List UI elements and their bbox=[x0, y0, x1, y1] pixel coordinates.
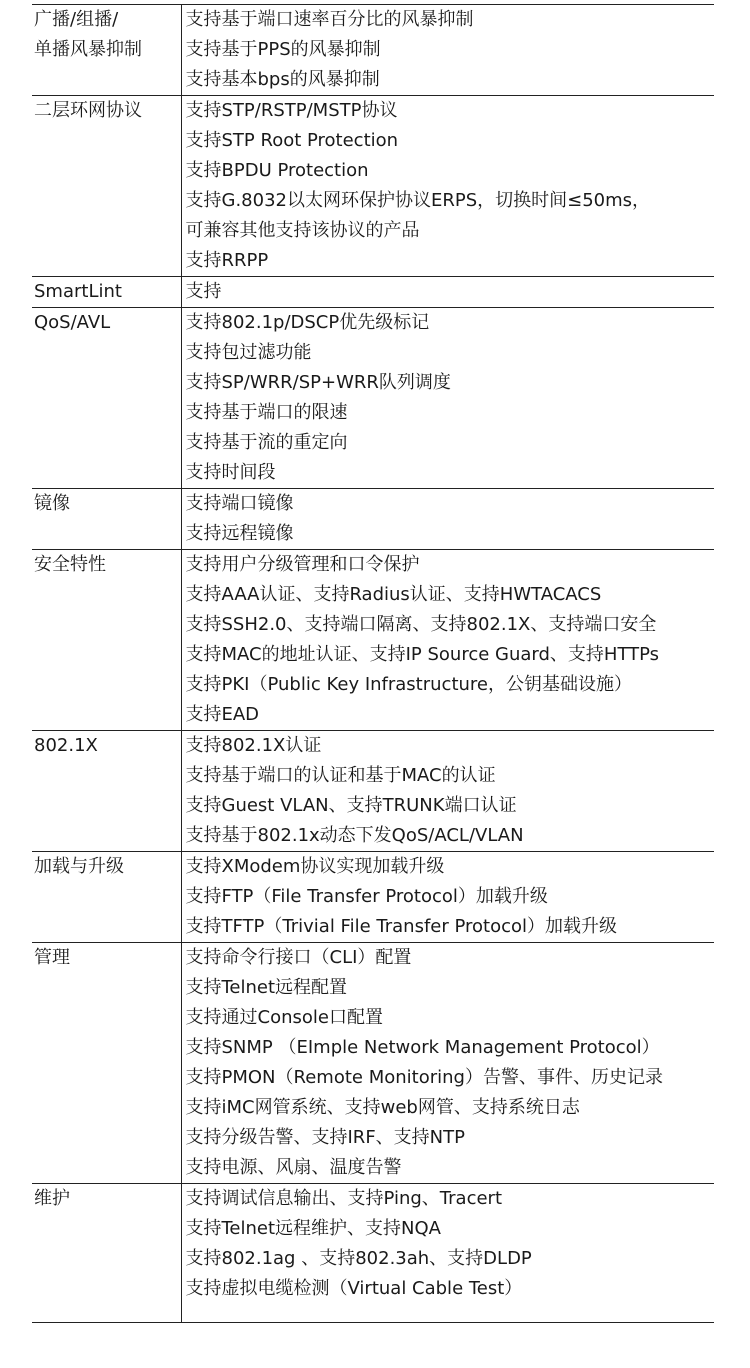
feature-detail-line: 支持STP Root Protection bbox=[185, 130, 399, 151]
feature-details-cell bbox=[181, 943, 714, 1184]
feature-detail-line: 支持电源、风扇、温度告警 bbox=[185, 1157, 402, 1178]
feature-detail-line: 支持iMC网管系统、支持web网管、支持系统日志 bbox=[185, 1097, 580, 1118]
feature-category-cell bbox=[32, 731, 181, 852]
feature-category-label: SmartLint bbox=[34, 281, 122, 302]
feature-details-cell bbox=[181, 731, 714, 852]
feature-details-cell bbox=[181, 308, 714, 489]
feature-detail-line: 可兼容其他支持该协议的产品 bbox=[185, 220, 420, 241]
feature-detail-line: 支持AAA认证、支持Radius认证、支持HWTACACS bbox=[185, 584, 602, 605]
feature-category-label: 管理 bbox=[34, 947, 70, 968]
feature-detail-line: 支持分级告警、支持IRF、支持NTP bbox=[185, 1127, 465, 1148]
spec-row bbox=[32, 943, 714, 1184]
feature-detail-line: 支持包过滤功能 bbox=[185, 342, 312, 363]
feature-detail-line: 支持MAC的地址认证、支持IP Source Guard、支持HTTPs bbox=[185, 644, 660, 665]
feature-details-cell bbox=[181, 277, 714, 308]
spec-row bbox=[32, 308, 714, 489]
feature-detail-line: 支持基于PPS的风暴抑制 bbox=[185, 39, 381, 60]
feature-detail-line: 支持SNMP （EImple Network Management Protocol） bbox=[185, 1037, 660, 1058]
feature-detail-line: 支持虚拟电缆检测（Virtual Cable Test） bbox=[185, 1278, 523, 1299]
feature-detail-line: 支持EAD bbox=[185, 704, 260, 725]
spec-row bbox=[32, 550, 714, 731]
feature-detail-line: 支持 bbox=[185, 281, 222, 302]
feature-detail-line: 支持PKI（Public Key Infrastructure，公钥基础设施） bbox=[185, 674, 632, 695]
feature-detail-line: 支持RRPP bbox=[185, 250, 269, 271]
feature-details-cell bbox=[181, 852, 714, 943]
feature-category-label: QoS/AVL bbox=[34, 312, 111, 333]
feature-category-label: 802.1X bbox=[34, 735, 98, 756]
feature-detail-line: 支持基本bps的风暴抑制 bbox=[185, 69, 380, 90]
feature-category-cell bbox=[32, 852, 181, 943]
feature-category-cell bbox=[32, 308, 181, 489]
feature-detail-line: 支持Guest VLAN、支持TRUNK端口认证 bbox=[185, 795, 517, 816]
feature-detail-line: 支持基于端口的限速 bbox=[185, 402, 348, 423]
feature-category-cell bbox=[32, 943, 181, 1184]
feature-detail-line: 支持远程镜像 bbox=[185, 523, 294, 544]
feature-detail-line: 支持基于端口的认证和基于MAC的认证 bbox=[185, 765, 496, 786]
feature-category-cell bbox=[32, 550, 181, 731]
feature-detail-line: 支持调试信息输出、支持Ping、Tracert bbox=[185, 1188, 503, 1209]
feature-detail-line: 支持PMON（Remote Monitoring）告警、事件、历史记录 bbox=[185, 1067, 663, 1088]
feature-detail-line: 支持SP/WRR/SP+WRR队列调度 bbox=[185, 372, 451, 393]
feature-details-cell bbox=[181, 550, 714, 731]
feature-detail-line: 支持XModem协议实现加载升级 bbox=[185, 856, 445, 877]
feature-detail-line: 支持基于流的重定向 bbox=[185, 432, 348, 453]
feature-details-cell bbox=[181, 489, 714, 550]
feature-detail-line: 支持802.1X认证 bbox=[185, 735, 322, 756]
feature-detail-line: 支持Telnet远程配置 bbox=[185, 977, 348, 998]
spec-row bbox=[32, 5, 714, 96]
feature-detail-line: 支持802.1ag 、支持802.3ah、支持DLDP bbox=[185, 1248, 532, 1269]
feature-category-label: 单播风暴抑制 bbox=[34, 39, 142, 60]
feature-detail-line: 支持G.8032以太网环保护协议ERPS，切换时间≤50ms， bbox=[185, 190, 651, 211]
feature-category-cell bbox=[32, 5, 181, 96]
feature-category-cell bbox=[32, 489, 181, 550]
feature-category-label: 安全特性 bbox=[34, 554, 106, 575]
spec-row bbox=[32, 852, 714, 943]
feature-detail-line: 支持端口镜像 bbox=[185, 493, 294, 514]
spec-row bbox=[32, 277, 714, 308]
spec-row bbox=[32, 731, 714, 852]
feature-category-cell bbox=[32, 96, 181, 277]
feature-category-label: 镜像 bbox=[34, 493, 70, 514]
feature-details-cell bbox=[181, 96, 714, 277]
feature-category-label: 广播/组播/ bbox=[34, 9, 119, 30]
feature-details-cell bbox=[181, 5, 714, 96]
spec-row bbox=[32, 96, 714, 277]
feature-detail-line: 支持命令行接口（CLI）配置 bbox=[185, 947, 412, 968]
spec-row bbox=[32, 1184, 714, 1323]
feature-detail-line: 支持通过Console口配置 bbox=[185, 1007, 383, 1028]
spec-table bbox=[32, 4, 714, 1323]
feature-details-cell bbox=[181, 1184, 714, 1323]
feature-category-label: 维护 bbox=[34, 1188, 70, 1209]
feature-detail-line: 支持FTP（File Transfer Protocol）加载升级 bbox=[185, 886, 548, 907]
spec-row bbox=[32, 489, 714, 550]
feature-category-label: 加载与升级 bbox=[34, 856, 124, 877]
feature-category-cell bbox=[32, 277, 181, 308]
feature-detail-line: 支持SSH2.0、支持端口隔离、支持802.1X、支持端口安全 bbox=[185, 614, 657, 635]
feature-detail-line: 支持基于端口速率百分比的风暴抑制 bbox=[185, 9, 474, 30]
feature-category-cell bbox=[32, 1184, 181, 1323]
feature-detail-line: 支持用户分级管理和口令保护 bbox=[185, 554, 420, 575]
feature-detail-line: 支持TFTP（Trivial File Transfer Protocol）加载升级 bbox=[185, 916, 618, 937]
feature-detail-line: 支持时间段 bbox=[185, 462, 276, 483]
feature-detail-line: 支持BPDU Protection bbox=[185, 160, 369, 181]
feature-category-label: 二层环网协议 bbox=[34, 100, 142, 121]
feature-detail-line: 支持STP/RSTP/MSTP协议 bbox=[185, 100, 398, 121]
feature-detail-line: 支持基于802.1x动态下发QoS/ACL/VLAN bbox=[185, 825, 524, 846]
feature-detail-line: 支持802.1p/DSCP优先级标记 bbox=[185, 312, 430, 333]
feature-detail-line: 支持Telnet远程维护、支持NQA bbox=[185, 1218, 441, 1239]
spec-table-body bbox=[32, 5, 714, 1323]
